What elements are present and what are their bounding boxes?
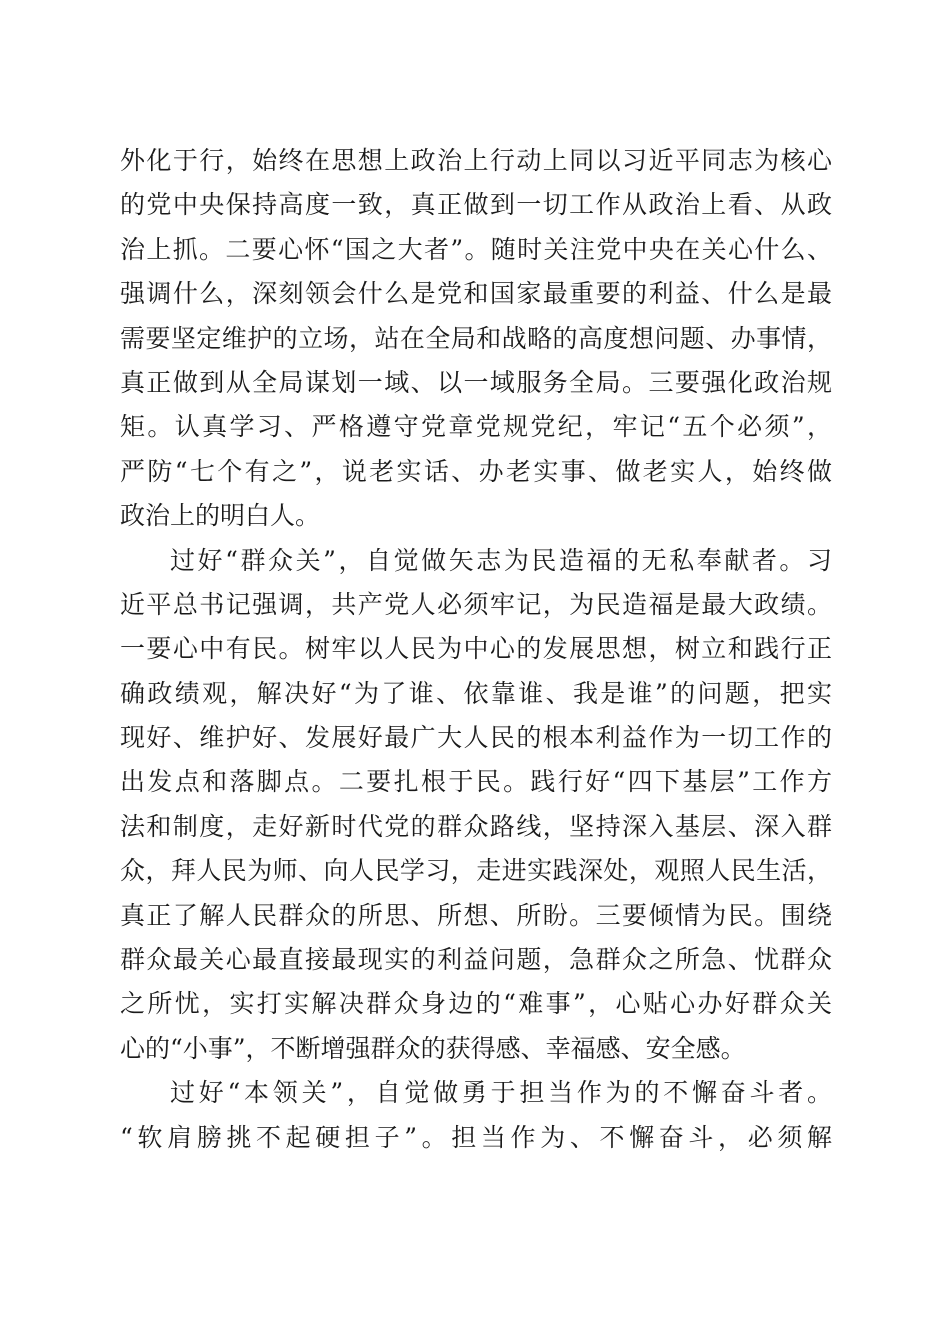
text-line: 外化于行，始终在思想上政治上行动上同以习近平同志为核心: [120, 146, 832, 175]
text-line: 法和制度，走好新时代党的群众路线，坚持深入基层、深入群: [120, 811, 832, 841]
text-line: 治上抓。二要心怀“国之大者”。随时关注党中央在关心什么、: [120, 234, 832, 264]
text-line: “软肩膀挑不起硬担子”。担当作为、不懈奋斗，必须解: [120, 1122, 832, 1152]
text-line: 之所忧，实打实解决群众身边的“难事”，心贴心办好群众关: [120, 989, 832, 1019]
text-line: 真正做到从全局谋划一域、以一域服务全局。三要强化政治规: [120, 367, 832, 397]
text-line: 政治上的明白人。: [120, 501, 321, 531]
text-line: 心的“小事”，不断增强群众的获得感、幸福感、安全感。: [120, 1033, 746, 1063]
text-line: 出发点和落脚点。二要扎根于民。践行好“四下基层”工作方: [120, 767, 832, 797]
text-line: 近平总书记强调，共产党人必须牢记，为民造福是最大政绩。: [120, 589, 832, 619]
text-line: 严防“七个有之”，说老实话、办老实事、做老实人，始终做: [120, 456, 832, 486]
body-text: [120, 139, 832, 1160]
text-line: 现好、维护好、发展好最广大人民的根本利益作为一切工作的: [120, 723, 832, 753]
text-line: 强调什么，深刻领会什么是党和国家最重要的利益、什么是最: [120, 279, 832, 309]
text-line: 的党中央保持高度一致，真正做到一切工作从政治上看、从政: [120, 190, 832, 220]
text-line: 一要心中有民。树牢以人民为中心的发展思想，树立和践行正: [120, 634, 832, 664]
text-line: 众，拜人民为师、向人民学习，走进实践深处，观照人民生活，: [120, 856, 832, 886]
text-line: 确政绩观，解决好“为了谁、依靠谁、我是谁”的问题，把实: [120, 678, 832, 708]
text-line: 矩。认真学习、严格遵守党章党规党纪，牢记“五个必须”，: [120, 412, 832, 442]
paragraph-start-line: 过好“本领关”，自觉做勇于担当作为的不懈奋斗者。: [170, 1078, 832, 1108]
paragraph-start-line: 过好“群众关”，自觉做矢志为民造福的无私奉献者。习: [170, 545, 832, 575]
text-line: 需要坚定维护的立场，站在全局和战略的高度想问题、办事情，: [120, 323, 832, 353]
text-line: 真正了解人民群众的所思、所想、所盼。三要倾情为民。围绕: [120, 900, 832, 930]
text-line: 群众最关心最直接最现实的利益问题，急群众之所急、忧群众: [120, 945, 832, 975]
